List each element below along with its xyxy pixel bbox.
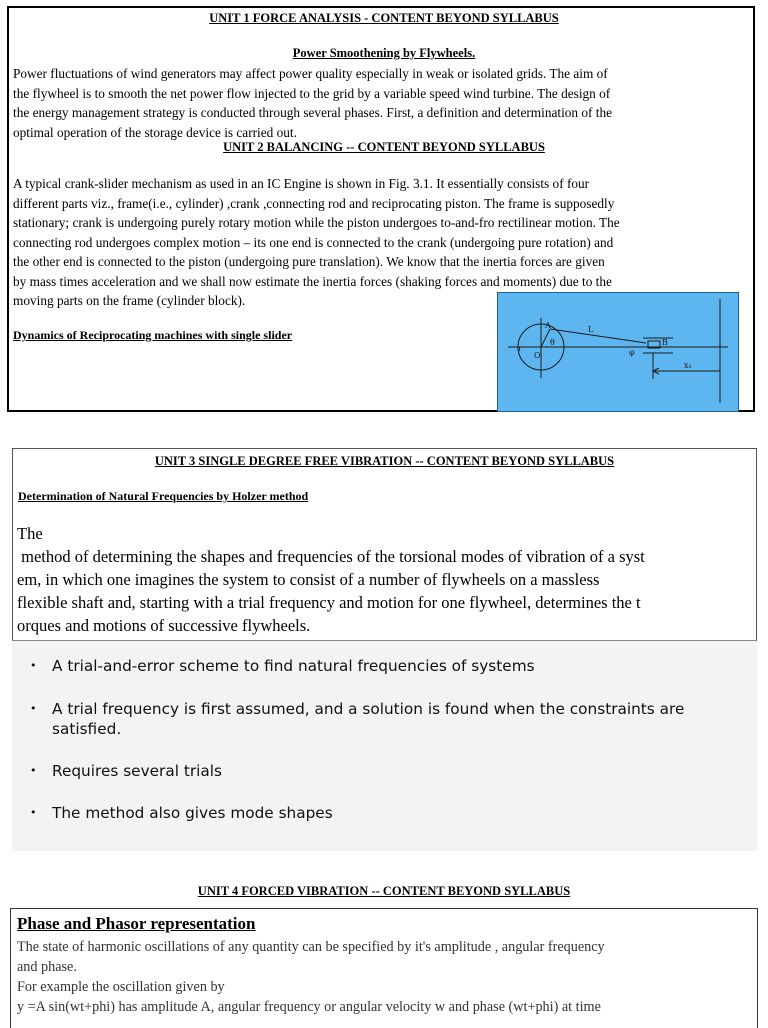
unit2-title: UNIT 2 BALANCING -- CONTENT BEYOND SYLLABUS <box>223 140 545 154</box>
text-line: and phase. <box>17 959 77 975</box>
label-phi: φ <box>629 348 635 357</box>
text-line: The state of harmonic oscillations of any quantity can be specified by it's amplitude , angular frequency <box>17 939 605 955</box>
text-line: the other end is connected to the piston (undergoing pure translation). We know that the inertia forces are given <box>13 254 605 269</box>
crank-line <box>541 329 550 347</box>
unit3-subheading: Determination of Natural Frequencies by Holzer method <box>18 489 309 503</box>
text-line: by mass times acceleration and we shall now estimate the inertia forces (shaking forces and moments) due to the <box>13 273 612 289</box>
text-line: optimal operation of the storage device is carried out. <box>13 124 297 140</box>
unit4-title: UNIT 4 FORCED VIBRATION -- CONTENT BEYOND SYLLABUS <box>197 884 571 898</box>
text-line: em, in which one imagines the system to consist of a number of flywheels on a massless <box>17 570 600 589</box>
phasor-heading: Phase and Phasor representation <box>17 914 256 933</box>
text-line: For example the oscillation given by <box>17 979 225 995</box>
bullet-dot: • <box>30 702 37 715</box>
label-l: L <box>588 325 594 334</box>
text-line: A typical crank-slider mechanism as used in an IC Engine is shown in Fig. 3.1. It essentially consists of four <box>13 176 590 191</box>
unit3-title: UNIT 3 SINGLE DEGREE FREE VIBRATION -- CONTENT BEYOND SYLLABUS <box>154 454 615 468</box>
unit1-paragraph <box>13 64 746 142</box>
connecting-rod <box>550 329 646 343</box>
unit1-title: UNIT 1 FORCE ANALYSIS - CONTENT BEYOND SYLLABUS <box>209 11 559 25</box>
bullet-dot: • <box>30 764 37 777</box>
label-r: r <box>518 344 522 353</box>
text-line: flexible shaft and, starting with a trial frequency and motion for one flywheel, determines the t <box>17 593 641 612</box>
bullet-text: Requires several trials <box>52 762 222 780</box>
label-a: A <box>545 321 551 330</box>
text-line: different parts viz., frame(i.e., cylinder) ,crank ,connecting rod and reciprocating piston. The frame is supposedly <box>13 195 615 211</box>
bullet-text: A trial-and-error scheme to find natural frequencies of systems <box>52 657 535 675</box>
phasor-paragraph <box>17 937 754 1017</box>
unit1-subtitle: Power Smoothening by Flywheels. <box>292 46 476 60</box>
text-line: Power fluctuations of wind generators may affect power quality especially in weak or isolated grids. The aim of <box>13 66 608 81</box>
text-line: method of determining the shapes and frequencies of the torsional modes of vibration of a syst <box>17 547 645 566</box>
text-line: the energy management strategy is conducted through several phases. First, a definition and determination of the <box>13 105 613 120</box>
unit2-subheading: Dynamics of Reciprocating machines with single slider <box>13 328 293 342</box>
label-o: O <box>534 351 541 360</box>
text-line: The <box>17 524 43 543</box>
label-theta: θ <box>550 338 555 347</box>
crank-slider-figure <box>497 292 739 412</box>
crank-slider-diagram <box>498 293 737 410</box>
bullet-dot: • <box>30 659 37 672</box>
text-line: connecting rod undergoes complex motion – its one end is connected to the crank (undergoing pure rotation) and <box>13 234 614 250</box>
text-line: stationary; crank is undergoing purely rotary motion while the piston undergoes to-and-fro rectilinear motion. The <box>13 215 620 230</box>
label-b: B <box>662 338 668 347</box>
bullet-text: The method also gives mode shapes <box>52 804 333 822</box>
unit2-paragraph <box>13 174 746 311</box>
text-line: orques and motions of successive flywheels. <box>17 616 311 635</box>
text-line: moving parts on the frame (cylinder block). <box>13 293 246 308</box>
text-line: the flywheel is to smooth the net power flow injected to the grid by a variable speed wind turbine. The design of <box>13 85 611 101</box>
text-line: y =A sin(wt+phi) has amplitude A, angular frequency or angular velocity w and phase (wt+phi) at time <box>17 999 601 1015</box>
bullet-text: A trial frequency is first assumed, and a solution is found when the constraints are satisfied. <box>52 700 685 738</box>
bullet-dot: • <box>30 806 37 819</box>
holzer-description <box>17 522 759 637</box>
label-x: x₁ <box>684 361 692 370</box>
